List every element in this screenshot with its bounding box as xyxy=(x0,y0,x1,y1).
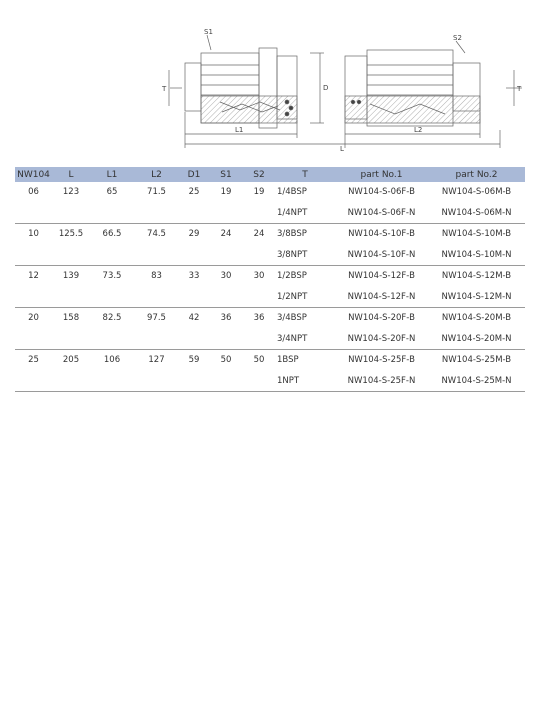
cell-d1: 33 xyxy=(188,271,200,282)
cell-part2: NW104-S-12M-N xyxy=(428,287,525,308)
col-header: L1 xyxy=(90,167,134,182)
cell-part1: NW104-S-10F-B xyxy=(348,229,415,240)
cell-part2: NW104-S-06M-N xyxy=(428,203,525,224)
dim-s2: S2 xyxy=(453,34,462,42)
cell-d1: 29 xyxy=(188,229,200,240)
table-row xyxy=(15,182,525,203)
cell-part2: NW104-S-20M-B xyxy=(441,313,512,324)
dim-l2: L2 xyxy=(414,126,423,134)
cell-l1: 106 xyxy=(103,355,121,366)
cell-s2: 50 xyxy=(253,355,265,366)
cell-s1: 30 xyxy=(220,271,232,282)
cell-thread: 1/4BSP xyxy=(277,187,307,198)
cell-thread: 1NPT xyxy=(275,371,335,392)
col-header: L xyxy=(52,167,90,182)
cell-l2: 71.5 xyxy=(147,187,166,198)
cell-part1: NW104-S-25F-N xyxy=(335,371,428,392)
col-header: S2 xyxy=(243,167,275,182)
col-header: D1 xyxy=(179,167,209,182)
spec-table xyxy=(15,167,525,392)
col-header: S1 xyxy=(209,167,243,182)
cell-part2: NW104-S-25M-N xyxy=(428,371,525,392)
cell-part1: NW104-S-06F-N xyxy=(335,203,428,224)
dim-d: D xyxy=(323,84,329,92)
cell-s1: 24 xyxy=(220,229,232,240)
coupling-cross-section xyxy=(160,20,540,155)
cell-part1: NW104-S-10F-N xyxy=(335,245,428,266)
dim-t-left: T xyxy=(162,85,167,93)
cell-d1: 42 xyxy=(188,313,200,324)
dim-t-right: T xyxy=(517,85,522,93)
cell-part2: NW104-S-06M-B xyxy=(441,187,512,198)
cell-l: 158 xyxy=(62,313,80,324)
col-header: part No.1 xyxy=(335,167,428,182)
cell-l: 123 xyxy=(62,187,80,198)
table-row xyxy=(15,287,525,308)
dim-l: L xyxy=(340,145,344,153)
cell-l2: 74.5 xyxy=(147,229,166,240)
cell-s2: 19 xyxy=(253,187,265,198)
cell-thread: 1/2BSP xyxy=(277,271,307,282)
table-header xyxy=(15,167,525,182)
table-row xyxy=(15,371,525,392)
cell-size: 25 xyxy=(28,355,39,366)
cell-thread: 3/4BSP xyxy=(277,313,307,324)
cell-thread: 3/8BSP xyxy=(277,229,307,240)
table-row xyxy=(15,350,525,371)
cell-l: 205 xyxy=(62,355,80,366)
cell-part2: NW104-S-25M-B xyxy=(441,355,512,366)
cell-s1: 19 xyxy=(220,187,232,198)
cell-thread: 1BSP xyxy=(277,355,299,366)
cell-l2: 83 xyxy=(151,271,162,282)
cell-part1: NW104-S-20F-N xyxy=(335,329,428,350)
cell-size: 12 xyxy=(28,271,39,282)
cell-part1: NW104-S-06F-B xyxy=(348,187,415,198)
cell-s2: 24 xyxy=(253,229,265,240)
cell-s2: 30 xyxy=(253,271,265,282)
cell-l1: 73.5 xyxy=(102,271,122,282)
col-header: NW104 xyxy=(15,167,52,182)
cell-part2: NW104-S-20M-N xyxy=(428,329,525,350)
cell-s1: 36 xyxy=(220,313,232,324)
cell-thread: 3/4NPT xyxy=(275,329,335,350)
female-hex-end xyxy=(185,63,201,111)
cell-s1: 50 xyxy=(220,355,232,366)
cell-s2: 36 xyxy=(253,313,265,324)
cell-d1: 59 xyxy=(188,355,200,366)
table-row xyxy=(15,245,525,266)
dim-s1: S1 xyxy=(204,28,213,36)
cell-part1: NW104-S-12F-N xyxy=(335,287,428,308)
cell-d1: 25 xyxy=(188,187,200,198)
col-header: T xyxy=(275,167,335,182)
col-header: L2 xyxy=(134,167,179,182)
cell-l1: 65 xyxy=(106,187,118,198)
cell-size: 10 xyxy=(28,229,39,240)
cell-part2: NW104-S-10M-N xyxy=(428,245,525,266)
cell-part1: NW104-S-20F-B xyxy=(348,313,415,324)
table-row xyxy=(15,308,525,329)
cell-l2: 127 xyxy=(148,355,165,366)
col-header: part No.2 xyxy=(428,167,525,182)
cell-thread: 3/8NPT xyxy=(275,245,335,266)
table-row xyxy=(15,266,525,287)
cell-part2: NW104-S-10M-B xyxy=(441,229,512,240)
table-row xyxy=(15,224,525,245)
cell-size: 06 xyxy=(28,187,39,198)
cell-thread: 1/4NPT xyxy=(275,203,335,224)
cell-l: 139 xyxy=(62,271,80,282)
cell-thread: 1/2NPT xyxy=(275,287,335,308)
cell-part1: NW104-S-25F-B xyxy=(348,355,415,366)
cell-l: 125.5 xyxy=(58,229,84,240)
cell-size: 20 xyxy=(28,313,39,324)
coupling-drawing xyxy=(160,20,540,155)
cell-l2: 97.5 xyxy=(147,313,166,324)
cell-l1: 82.5 xyxy=(102,313,122,324)
cell-part2: NW104-S-12M-B xyxy=(441,271,512,282)
dim-l1: L1 xyxy=(235,126,244,134)
table-row xyxy=(15,329,525,350)
table-row xyxy=(15,203,525,224)
cell-l1: 66.5 xyxy=(102,229,122,240)
cell-part1: NW104-S-12F-B xyxy=(348,271,415,282)
